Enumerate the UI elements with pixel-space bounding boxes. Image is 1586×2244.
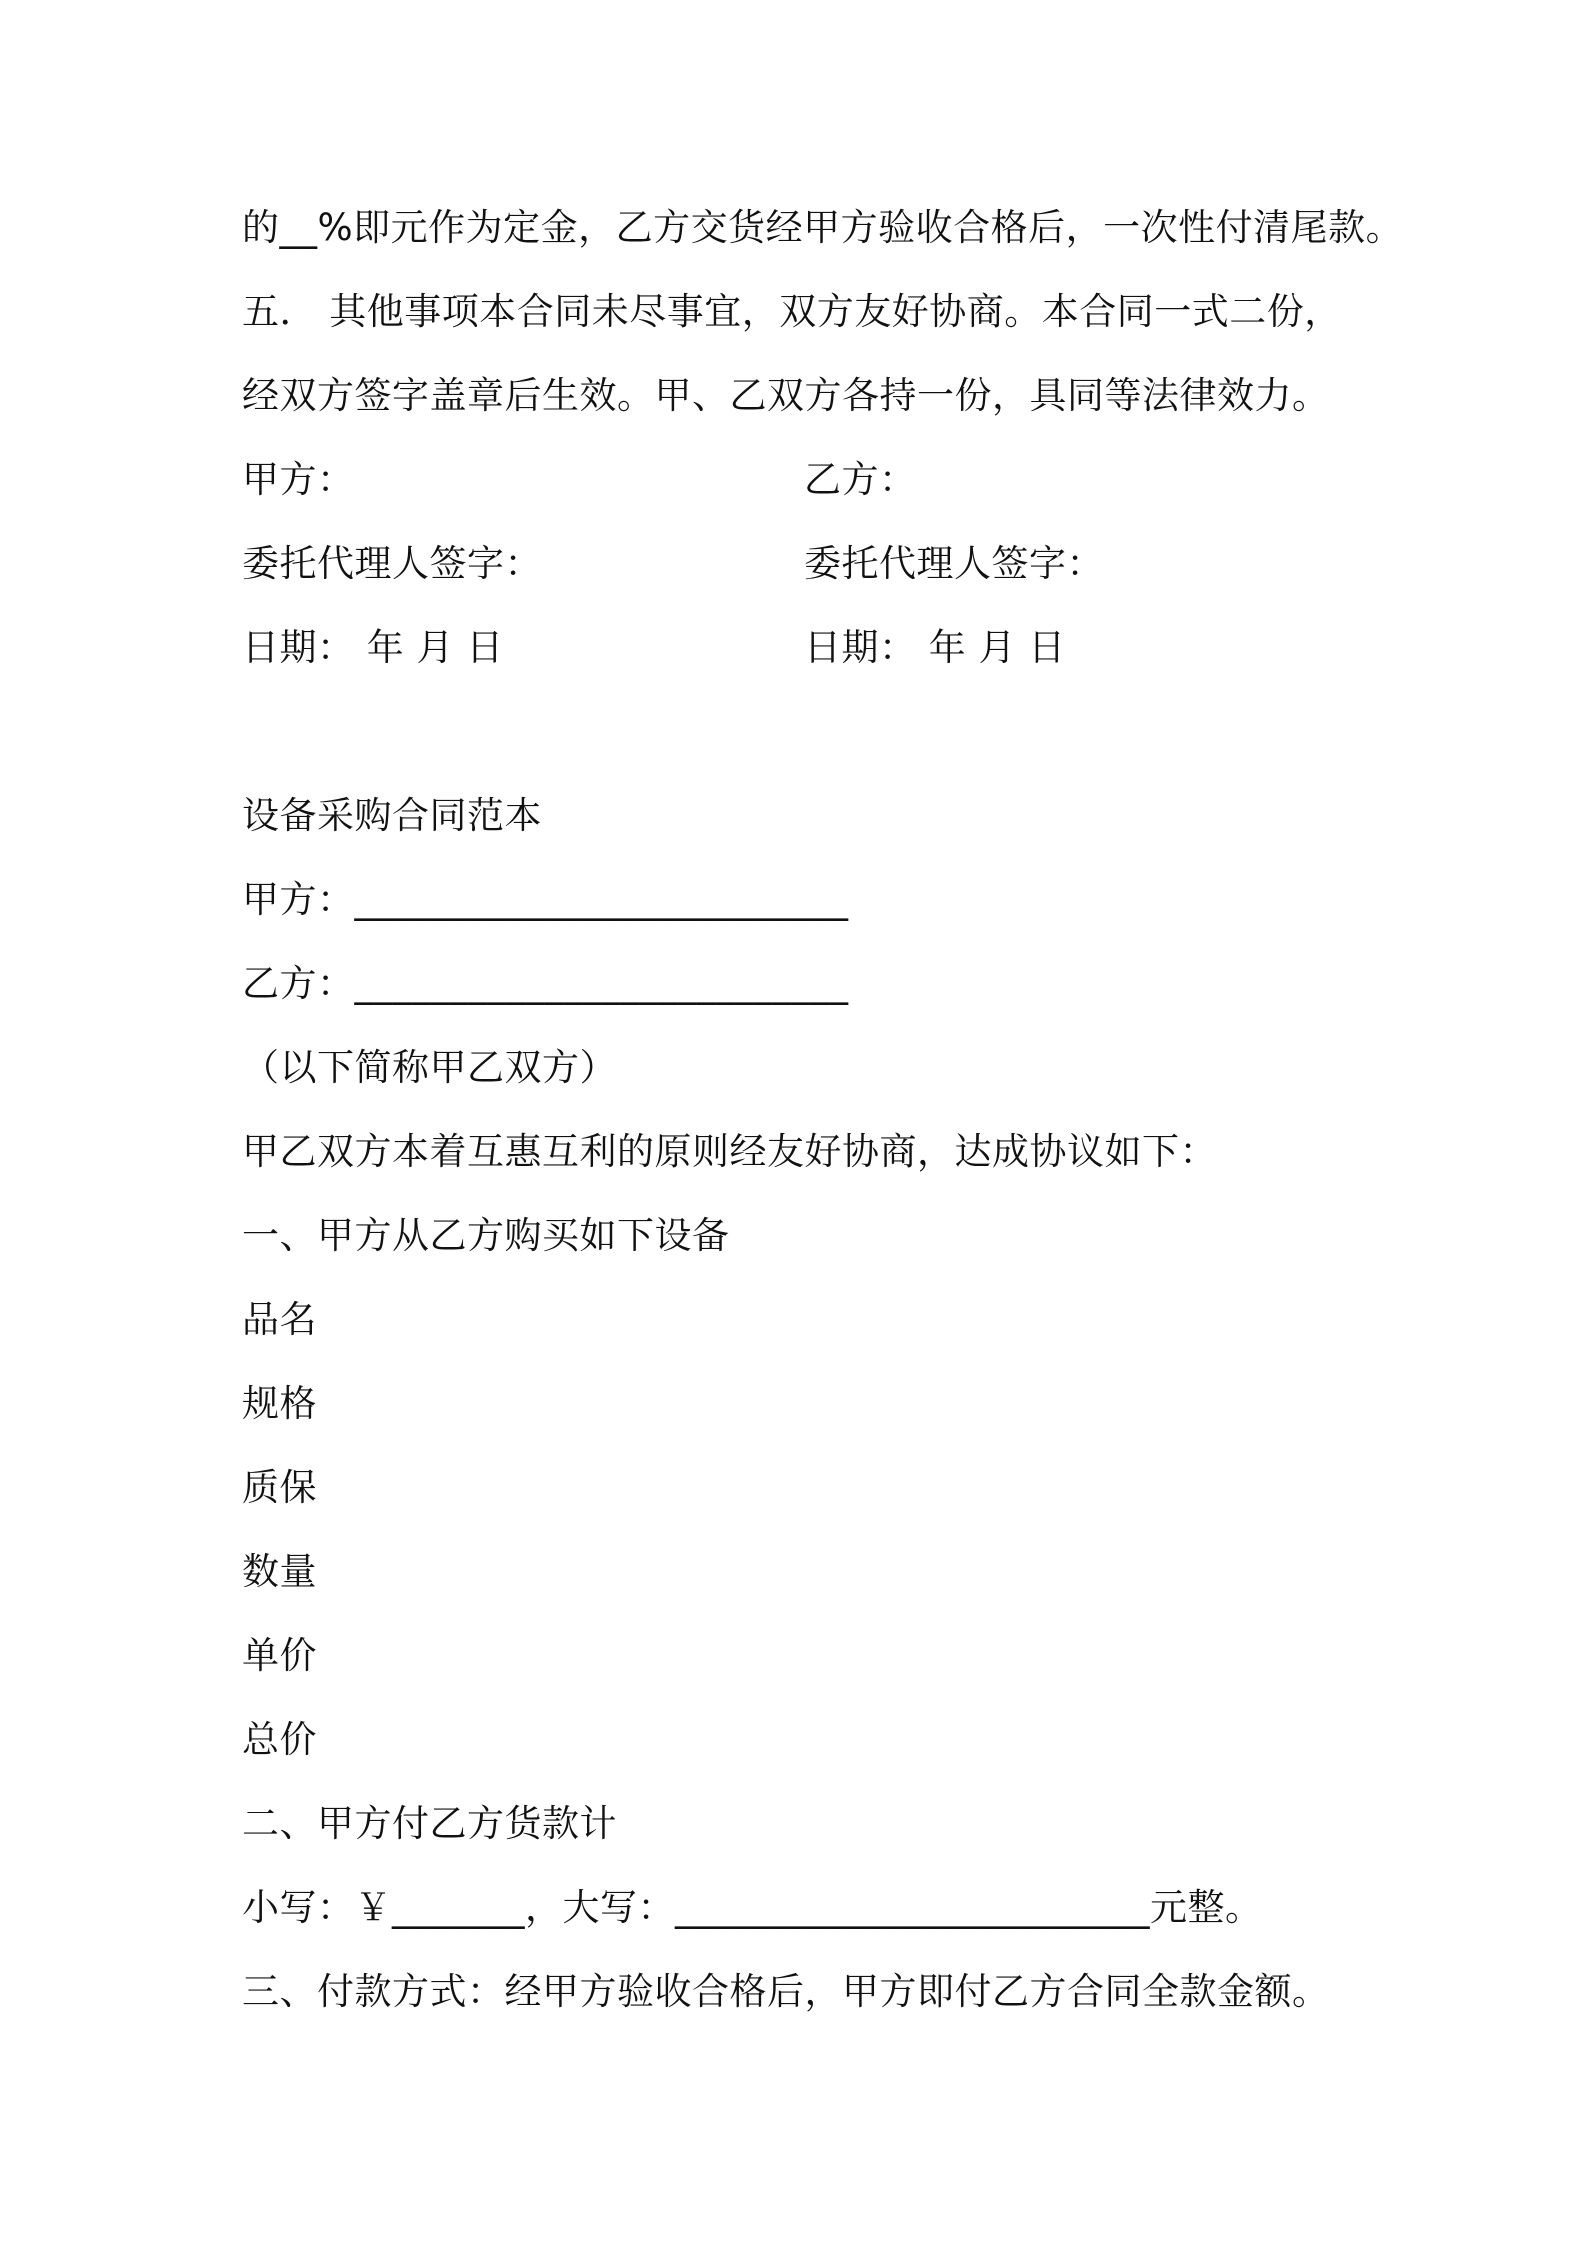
party-b-field: 乙方：__________________________: [242, 962, 849, 1005]
party-a-signature-label: 甲方：: [242, 458, 355, 501]
clause-one-heading: 一、甲方从乙方购买如下设备: [242, 1214, 730, 1257]
clause-two-heading: 二、甲方付乙方货款计: [242, 1802, 617, 1845]
agreement-intro: 甲乙双方本着互惠互利的原则经友好协商，达成协议如下：: [242, 1130, 1217, 1173]
clause-three-payment-method: 三、付款方式：经甲方验收合格后，甲方即付乙方合同全款金额。: [242, 1970, 1330, 2013]
field-specification: 规格: [242, 1382, 317, 1425]
party-a-field: 甲方：__________________________: [242, 878, 849, 921]
deposit-clause-text: 的__%即元作为定金，乙方交货经甲方验收合格后，一次性付清尾款。: [242, 206, 1404, 249]
party-a-agent-signature-label: 委托代理人签字：: [242, 542, 542, 585]
clause-five-continued-text: 经双方签字盖章后生效。甲、乙双方各持一份，具同等法律效力。: [242, 374, 1330, 417]
clause-five-text: 五． 其他事项本合同未尽事宜，双方友好协商。本合同一式二份，: [242, 290, 1342, 333]
field-quantity: 数量: [242, 1550, 317, 1593]
party-a-date-label: 日期： 年 月 日: [242, 626, 504, 669]
payment-amount-line: 小写：￥_______，大写：_________________________元整。: [242, 1886, 1263, 1929]
field-total-price: 总价: [242, 1718, 317, 1761]
field-warranty: 质保: [242, 1466, 317, 1509]
party-b-agent-signature-label: 委托代理人签字：: [804, 542, 1104, 585]
field-unit-price: 单价: [242, 1634, 317, 1677]
parties-abbreviation-note: （以下简称甲乙双方）: [242, 1046, 617, 1089]
contract-title: 设备采购合同范本: [242, 794, 542, 837]
field-product-name: 品名: [242, 1298, 317, 1341]
party-b-date-label: 日期： 年 月 日: [804, 626, 1066, 669]
party-b-signature-label: 乙方：: [804, 458, 917, 501]
